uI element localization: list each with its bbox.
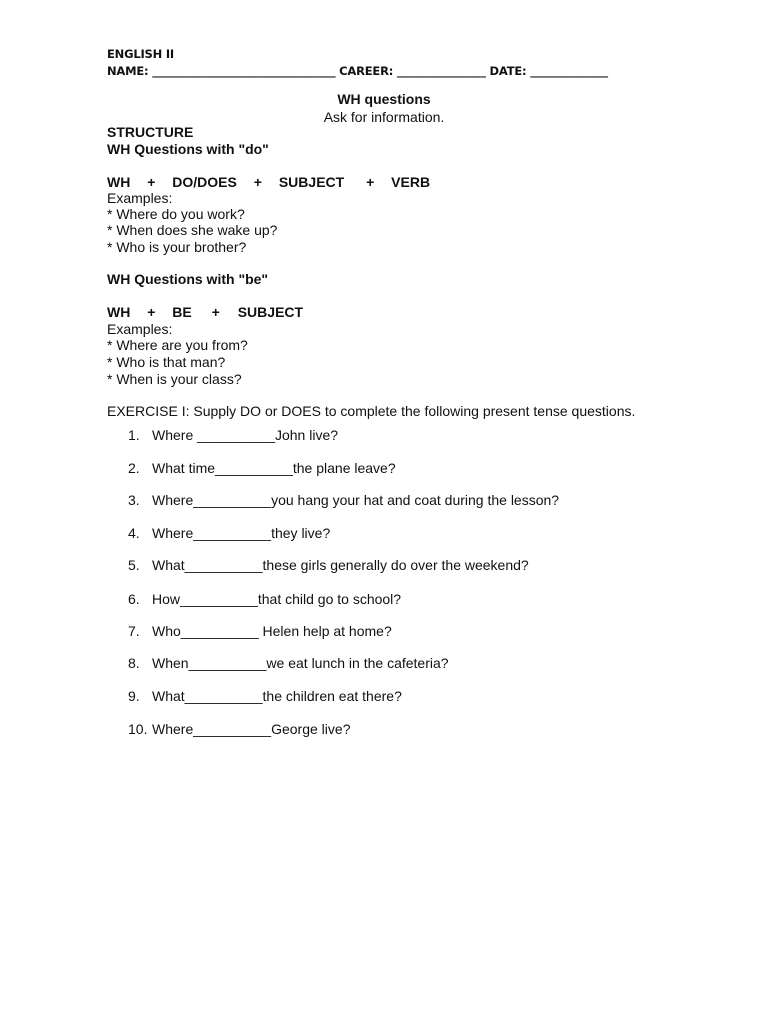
question-text: What__________these girls generally do over the weekend? (152, 557, 529, 573)
be-section-heading: WH Questions with "be" (107, 271, 269, 287)
question-number: 9. (128, 688, 140, 704)
question-number: 3. (128, 492, 140, 508)
question-number: 7. (128, 623, 140, 639)
do-example: * When does she wake up? (107, 222, 278, 238)
be-formula (107, 304, 303, 320)
do-example: * Where do you work? (107, 206, 245, 222)
student-fields-line: NAME: _________________________________ CAREER: ________________ DATE: ______________ (107, 64, 608, 78)
question-number: 5. (128, 557, 140, 573)
formula-plus: + (211, 304, 220, 320)
question-text: Who__________ Helen help at home? (152, 623, 392, 639)
question-number: 1. (128, 427, 140, 443)
be-example: * Who is that man? (107, 354, 226, 370)
exercise-question (128, 623, 392, 639)
formula-plus: + (366, 174, 375, 190)
exercise-question (128, 427, 338, 443)
exercise-question (128, 557, 529, 573)
do-example: * Who is your brother? (107, 239, 247, 255)
formula-wh: WH (107, 304, 131, 320)
course-label: ENGLISH II (107, 47, 174, 61)
exercise-question (128, 655, 449, 671)
exercise-question (128, 460, 396, 476)
structure-label: STRUCTURE (107, 124, 194, 140)
question-text: Where__________you hang your hat and coat during the lesson? (152, 492, 560, 508)
exercise-question (128, 492, 559, 508)
do-section-heading: WH Questions with "do" (107, 141, 269, 157)
formula-plus: + (147, 174, 156, 190)
formula-wh: WH (107, 174, 131, 190)
be-example: * When is your class? (107, 371, 242, 387)
do-examples-label: Examples: (107, 190, 173, 206)
question-text: Where__________they live? (152, 525, 331, 541)
question-text: Where __________John live? (152, 427, 339, 443)
question-number: 8. (128, 655, 140, 671)
formula-plus: + (253, 174, 262, 190)
formula-plus: + (147, 304, 156, 320)
exercise-question (128, 688, 402, 704)
question-text: What__________the children eat there? (152, 688, 402, 704)
question-text: How__________that child go to school? (152, 591, 402, 607)
formula-be: BE (172, 304, 192, 320)
question-text: Where__________George live? (152, 721, 351, 737)
question-number: 4. (128, 525, 140, 541)
formula-verb: VERB (391, 174, 431, 190)
exercise-instruction: EXERCISE I: Supply DO or DOES to complete the following present tense questions. (107, 403, 636, 419)
page-subtitle: Ask for information. (323, 109, 445, 125)
be-example: * Where are you from? (107, 337, 248, 353)
formula-do-does: DO/DOES (172, 174, 237, 190)
exercise-question (128, 721, 350, 737)
exercise-question (128, 525, 330, 541)
do-formula (107, 174, 430, 190)
question-number: 2. (128, 460, 140, 476)
formula-subject: SUBJECT (237, 304, 304, 320)
question-number: 6. (128, 591, 140, 607)
question-text: When__________we eat lunch in the cafeteria? (152, 655, 449, 671)
question-text: What time__________the plane leave? (152, 460, 396, 476)
page-title: WH questions (337, 91, 431, 107)
question-number: 10. (128, 721, 148, 737)
formula-subject: SUBJECT (278, 174, 345, 190)
exercise-question (128, 591, 401, 607)
be-examples-label: Examples: (107, 321, 173, 337)
